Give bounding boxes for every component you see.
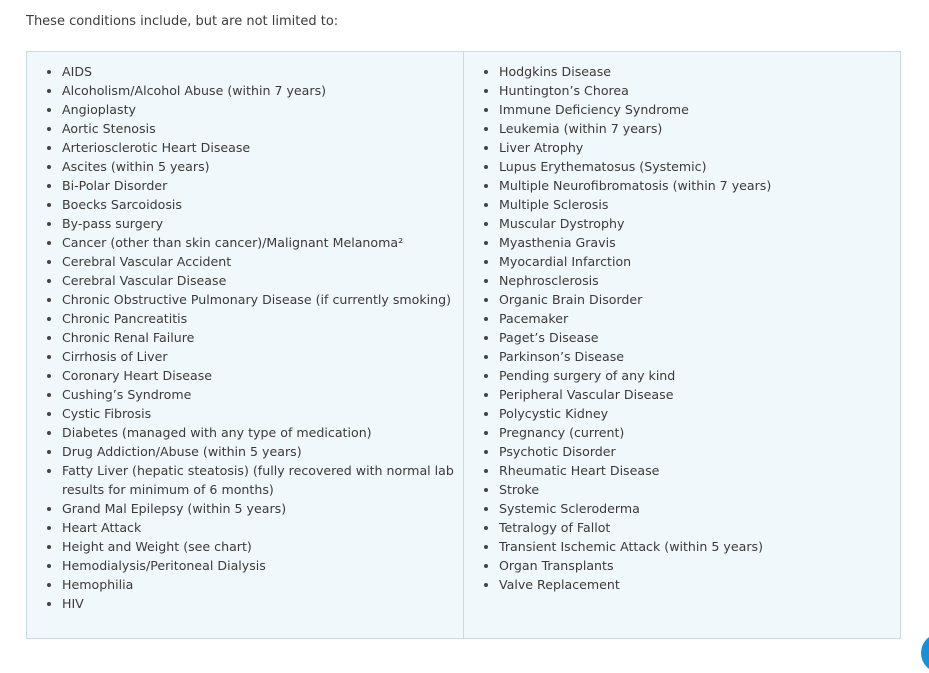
condition-list-item: Parkinson’s Disease (499, 347, 900, 366)
condition-list-item: Heart Attack (62, 518, 463, 537)
conditions-list-left (27, 62, 463, 613)
condition-list-item: Multiple Sclerosis (499, 195, 900, 214)
condition-list-item: Cerebral Vascular Disease (62, 271, 463, 290)
condition-list-item: Lupus Erythematosus (Systemic) (499, 157, 900, 176)
condition-list-item: Cirrhosis of Liver (62, 347, 463, 366)
intro-text: These conditions include, but are not limited to: (26, 14, 339, 29)
condition-list-item: Cushing’s Syndrome (62, 385, 463, 404)
condition-list-item: Cancer (other than skin cancer)/Malignant Melanoma² (62, 233, 463, 252)
condition-list-item: Height and Weight (see chart) (62, 537, 463, 556)
condition-list-item: Boecks Sarcoidosis (62, 195, 463, 214)
chat-widget-button[interactable] (921, 633, 929, 673)
condition-list-item: Aortic Stenosis (62, 119, 463, 138)
condition-list-item: Alcoholism/Alcohol Abuse (within 7 years) (62, 81, 463, 100)
condition-list-item: Chronic Renal Failure (62, 328, 463, 347)
conditions-list-right (464, 62, 900, 594)
condition-list-item: By-pass surgery (62, 214, 463, 233)
condition-list-item: Polycystic Kidney (499, 404, 900, 423)
condition-list-item: Systemic Scleroderma (499, 499, 900, 518)
condition-list-item: Tetralogy of Fallot (499, 518, 900, 537)
condition-list-item: Myasthenia Gravis (499, 233, 900, 252)
condition-list-item: Organ Transplants (499, 556, 900, 575)
condition-list-item: HIV (62, 594, 463, 613)
condition-list-item: Liver Atrophy (499, 138, 900, 157)
condition-list-item: Hemodialysis/Peritoneal Dialysis (62, 556, 463, 575)
condition-list-item: Fatty Liver (hepatic steatosis) (fully recovered with normal lab results for minimum of 6 months) (62, 461, 463, 499)
condition-list-item: Pregnancy (current) (499, 423, 900, 442)
condition-list-item: Psychotic Disorder (499, 442, 900, 461)
condition-list-item: Cerebral Vascular Accident (62, 252, 463, 271)
condition-list-item: Multiple Neurofibromatosis (within 7 years) (499, 176, 900, 195)
condition-list-item: Grand Mal Epilepsy (within 5 years) (62, 499, 463, 518)
condition-list-item: Transient Ischemic Attack (within 5 years) (499, 537, 900, 556)
condition-list-item: Rheumatic Heart Disease (499, 461, 900, 480)
condition-list-item: Stroke (499, 480, 900, 499)
condition-list-item: Pending surgery of any kind (499, 366, 900, 385)
conditions-table (26, 51, 901, 639)
condition-list-item: Immune Deficiency Syndrome (499, 100, 900, 119)
condition-list-item: Pacemaker (499, 309, 900, 328)
condition-list-item: AIDS (62, 62, 463, 81)
condition-list-item: Hemophilia (62, 575, 463, 594)
condition-list-item: Diabetes (managed with any type of medication) (62, 423, 463, 442)
condition-list-item: Coronary Heart Disease (62, 366, 463, 385)
condition-list-item: Valve Replacement (499, 575, 900, 594)
condition-list-item: Ascites (within 5 years) (62, 157, 463, 176)
condition-list-item: Huntington’s Chorea (499, 81, 900, 100)
condition-list-item: Bi-Polar Disorder (62, 176, 463, 195)
condition-list-item: Leukemia (within 7 years) (499, 119, 900, 138)
condition-list-item: Hodgkins Disease (499, 62, 900, 81)
conditions-column-right (464, 52, 900, 638)
condition-list-item: Muscular Dystrophy (499, 214, 900, 233)
condition-list-item: Drug Addiction/Abuse (within 5 years) (62, 442, 463, 461)
condition-list-item: Arteriosclerotic Heart Disease (62, 138, 463, 157)
condition-list-item: Nephrosclerosis (499, 271, 900, 290)
condition-list-item: Chronic Obstructive Pulmonary Disease (if currently smoking) (62, 290, 463, 309)
condition-list-item: Angioplasty (62, 100, 463, 119)
condition-list-item: Myocardial Infarction (499, 252, 900, 271)
condition-list-item: Peripheral Vascular Disease (499, 385, 900, 404)
condition-list-item: Organic Brain Disorder (499, 290, 900, 309)
conditions-column-left (27, 52, 464, 638)
condition-list-item: Cystic Fibrosis (62, 404, 463, 423)
condition-list-item: Chronic Pancreatitis (62, 309, 463, 328)
condition-list-item: Paget’s Disease (499, 328, 900, 347)
